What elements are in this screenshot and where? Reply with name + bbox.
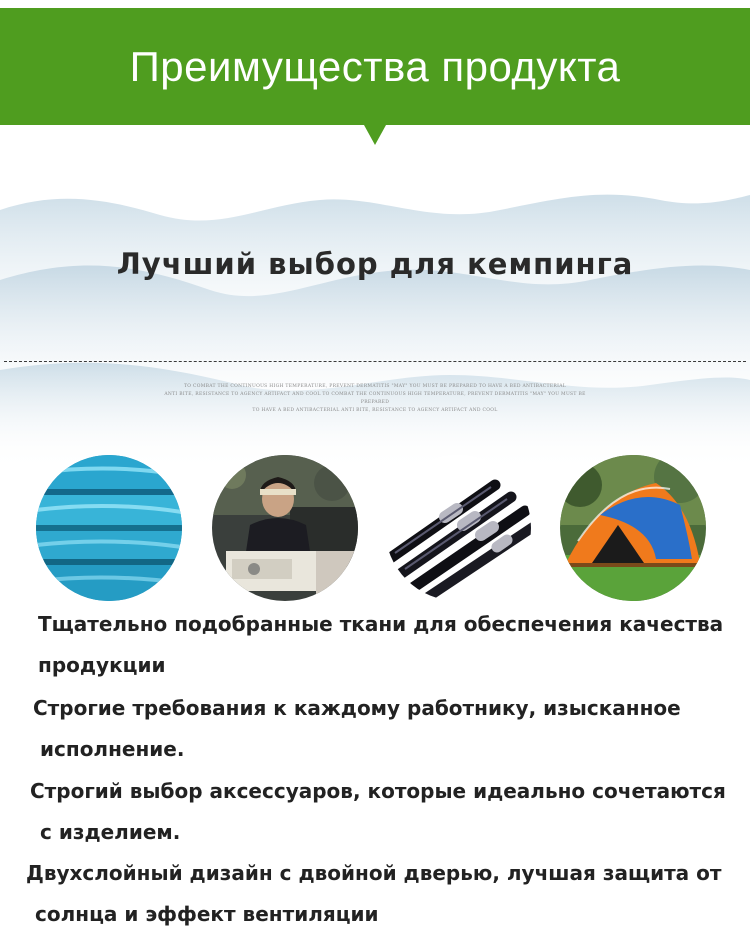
feature-4-line2: солнца и эффект вентиляции bbox=[35, 902, 379, 926]
fine-print-line: TO HAVE A BED ANTIBACTERIAL ANTI BITE, RESISTANCE TO AGENCY ARTIFACT AND COOL bbox=[252, 408, 498, 413]
page-title: Преимущества продукта bbox=[129, 42, 621, 90]
decorative-fine-print bbox=[150, 383, 600, 415]
header-banner bbox=[0, 8, 750, 125]
banner-pointer bbox=[364, 125, 386, 145]
feature-1-line2: продукции bbox=[38, 653, 166, 677]
tent-poles-photo bbox=[385, 455, 531, 601]
feature-4-line1: Двухслойный дизайн с двойной дверью, лучшая защита от bbox=[26, 861, 722, 885]
section-subtitle: Лучший выбор для кемпинга bbox=[116, 247, 634, 281]
feature-3-line1: Строгий выбор аксессуаров, которые идеально сочетаются bbox=[30, 779, 726, 803]
fabric-rolls-photo bbox=[36, 455, 182, 601]
sewing-worker-photo bbox=[212, 455, 358, 601]
dome-tent-photo bbox=[560, 455, 706, 601]
fine-print-line: TO COMBAT THE CONTINUOUS HIGH TEMPERATURE, PREVENT DERMATITIS "MAY" YOU MUST BE PREPARED TO HAVE A BED ANTIBACTERIAL bbox=[183, 384, 567, 389]
fine-print-line: ANTI BITE, RESISTANCE TO AGENCY ARTIFACT AND COOL TO COMBAT THE CONTINUOUS HIGH TEMPERATURE, PREVENT DERMATITIS "MAY" YOU MUST BE PREPARED bbox=[164, 392, 586, 405]
feature-2-line2: исполнение. bbox=[40, 737, 185, 761]
feature-1-line1: Тщательно подобранные ткани для обеспечения качества bbox=[38, 612, 724, 636]
mountain-mist-background bbox=[0, 170, 750, 470]
feature-3-line2: с изделием. bbox=[40, 820, 181, 844]
dashed-divider bbox=[4, 361, 746, 362]
feature-2-line1: Строгие требования к каждому работнику, изысканное bbox=[33, 696, 681, 720]
